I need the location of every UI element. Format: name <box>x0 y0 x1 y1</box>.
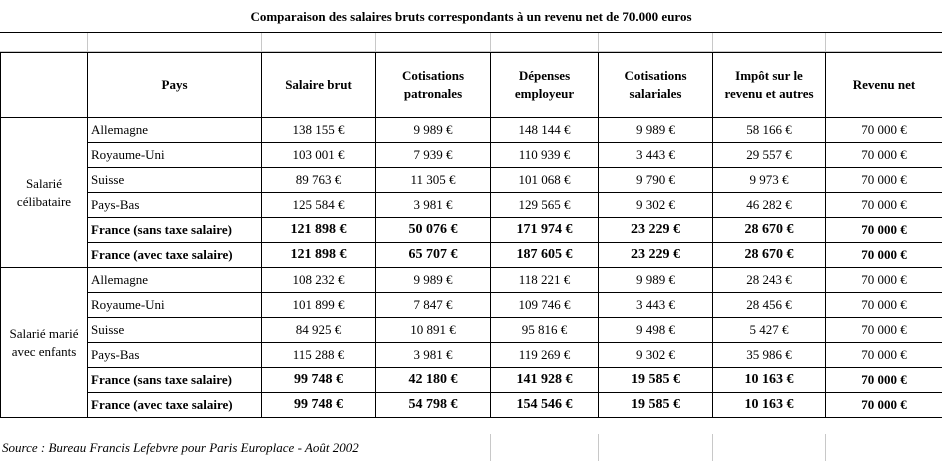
value-cell: 28 456 € <box>713 293 826 318</box>
value-cell: 54 798 € <box>376 393 491 418</box>
country-cell: France (avec taxe salaire) <box>88 393 262 418</box>
value-cell: 138 155 € <box>262 118 376 143</box>
table-row <box>1 143 942 168</box>
table-row <box>1 393 942 418</box>
table-row <box>1 193 942 218</box>
salary-comparison-table <box>0 52 942 418</box>
value-cell: 121 898 € <box>262 243 376 268</box>
value-cell: 70 000 € <box>826 368 942 393</box>
value-cell: 7 939 € <box>376 143 491 168</box>
value-cell: 9 302 € <box>599 193 713 218</box>
value-cell: 42 180 € <box>376 368 491 393</box>
header-cell: Dépenses employeur <box>491 53 599 118</box>
table-row <box>1 268 942 293</box>
value-cell: 3 443 € <box>599 293 713 318</box>
value-cell: 89 763 € <box>262 168 376 193</box>
country-cell: France (sans taxe salaire) <box>88 368 262 393</box>
value-cell: 28 670 € <box>713 243 826 268</box>
table-row <box>1 243 942 268</box>
value-cell: 70 000 € <box>826 168 942 193</box>
value-cell: 10 891 € <box>376 318 491 343</box>
country-cell: Royaume-Uni <box>88 143 262 168</box>
table-row <box>1 368 942 393</box>
value-cell: 70 000 € <box>826 218 942 243</box>
value-cell: 70 000 € <box>826 343 942 368</box>
value-cell: 58 166 € <box>713 118 826 143</box>
spacer-row <box>0 33 942 52</box>
value-cell: 29 557 € <box>713 143 826 168</box>
value-cell: 110 939 € <box>491 143 599 168</box>
header-cell: Pays <box>88 53 262 118</box>
value-cell: 19 585 € <box>599 393 713 418</box>
country-cell: Suisse <box>88 168 262 193</box>
value-cell: 9 989 € <box>376 268 491 293</box>
table-row <box>1 118 942 143</box>
group-label: Salarié marié avec enfants <box>1 268 88 418</box>
value-cell: 9 973 € <box>713 168 826 193</box>
value-cell: 70 000 € <box>826 293 942 318</box>
value-cell: 70 000 € <box>826 118 942 143</box>
country-cell: Royaume-Uni <box>88 293 262 318</box>
value-cell: 3 981 € <box>376 193 491 218</box>
value-cell: 95 816 € <box>491 318 599 343</box>
table-row <box>1 343 942 368</box>
table-row <box>1 168 942 193</box>
value-cell: 9 989 € <box>599 118 713 143</box>
value-cell: 121 898 € <box>262 218 376 243</box>
value-cell: 70 000 € <box>826 268 942 293</box>
country-cell: France (avec taxe salaire) <box>88 243 262 268</box>
country-cell: Pays-Bas <box>88 343 262 368</box>
header-row <box>1 53 942 118</box>
value-cell: 9 989 € <box>599 268 713 293</box>
value-cell: 108 232 € <box>262 268 376 293</box>
value-cell: 35 986 € <box>713 343 826 368</box>
country-cell: Allemagne <box>88 118 262 143</box>
header-cell: Salaire brut <box>262 53 376 118</box>
source-note: Source : Bureau Francis Lefebvre pour Paris Europlace - Août 2002 <box>2 440 359 455</box>
value-cell: 99 748 € <box>262 368 376 393</box>
value-cell: 171 974 € <box>491 218 599 243</box>
table-row <box>1 218 942 243</box>
value-cell: 9 302 € <box>599 343 713 368</box>
value-cell: 154 546 € <box>491 393 599 418</box>
header-cell: Impôt sur le revenu et autres <box>713 53 826 118</box>
value-cell: 70 000 € <box>826 193 942 218</box>
country-cell: Suisse <box>88 318 262 343</box>
value-cell: 115 288 € <box>262 343 376 368</box>
value-cell: 28 670 € <box>713 218 826 243</box>
header-cell: Cotisations patronales <box>376 53 491 118</box>
value-cell: 9 790 € <box>599 168 713 193</box>
value-cell: 10 163 € <box>713 368 826 393</box>
value-cell: 65 707 € <box>376 243 491 268</box>
value-cell: 3 981 € <box>376 343 491 368</box>
corner-cell <box>1 53 88 118</box>
value-cell: 187 605 € <box>491 243 599 268</box>
country-cell: France (sans taxe salaire) <box>88 218 262 243</box>
value-cell: 23 229 € <box>599 243 713 268</box>
value-cell: 70 000 € <box>826 143 942 168</box>
country-cell: Allemagne <box>88 268 262 293</box>
table-title: Comparaison des salaires bruts correspondants à un revenu net de 70.000 euros <box>0 0 942 33</box>
value-cell: 10 163 € <box>713 393 826 418</box>
table-row <box>1 293 942 318</box>
value-cell: 46 282 € <box>713 193 826 218</box>
value-cell: 23 229 € <box>599 218 713 243</box>
header-cell: Cotisations salariales <box>599 53 713 118</box>
value-cell: 11 305 € <box>376 168 491 193</box>
value-cell: 119 269 € <box>491 343 599 368</box>
table-row <box>1 318 942 343</box>
header-cell: Revenu net <box>826 53 942 118</box>
value-cell: 19 585 € <box>599 368 713 393</box>
value-cell: 99 748 € <box>262 393 376 418</box>
value-cell: 70 000 € <box>826 318 942 343</box>
value-cell: 148 144 € <box>491 118 599 143</box>
value-cell: 141 928 € <box>491 368 599 393</box>
value-cell: 50 076 € <box>376 218 491 243</box>
footer-row <box>0 434 942 461</box>
value-cell: 109 746 € <box>491 293 599 318</box>
value-cell: 118 221 € <box>491 268 599 293</box>
value-cell: 28 243 € <box>713 268 826 293</box>
value-cell: 101 068 € <box>491 168 599 193</box>
value-cell: 125 584 € <box>262 193 376 218</box>
value-cell: 7 847 € <box>376 293 491 318</box>
value-cell: 9 498 € <box>599 318 713 343</box>
country-cell: Pays-Bas <box>88 193 262 218</box>
value-cell: 70 000 € <box>826 243 942 268</box>
group-label: Salarié célibataire <box>1 118 88 268</box>
value-cell: 5 427 € <box>713 318 826 343</box>
value-cell: 70 000 € <box>826 393 942 418</box>
value-cell: 84 925 € <box>262 318 376 343</box>
value-cell: 129 565 € <box>491 193 599 218</box>
value-cell: 101 899 € <box>262 293 376 318</box>
value-cell: 9 989 € <box>376 118 491 143</box>
value-cell: 103 001 € <box>262 143 376 168</box>
value-cell: 3 443 € <box>599 143 713 168</box>
